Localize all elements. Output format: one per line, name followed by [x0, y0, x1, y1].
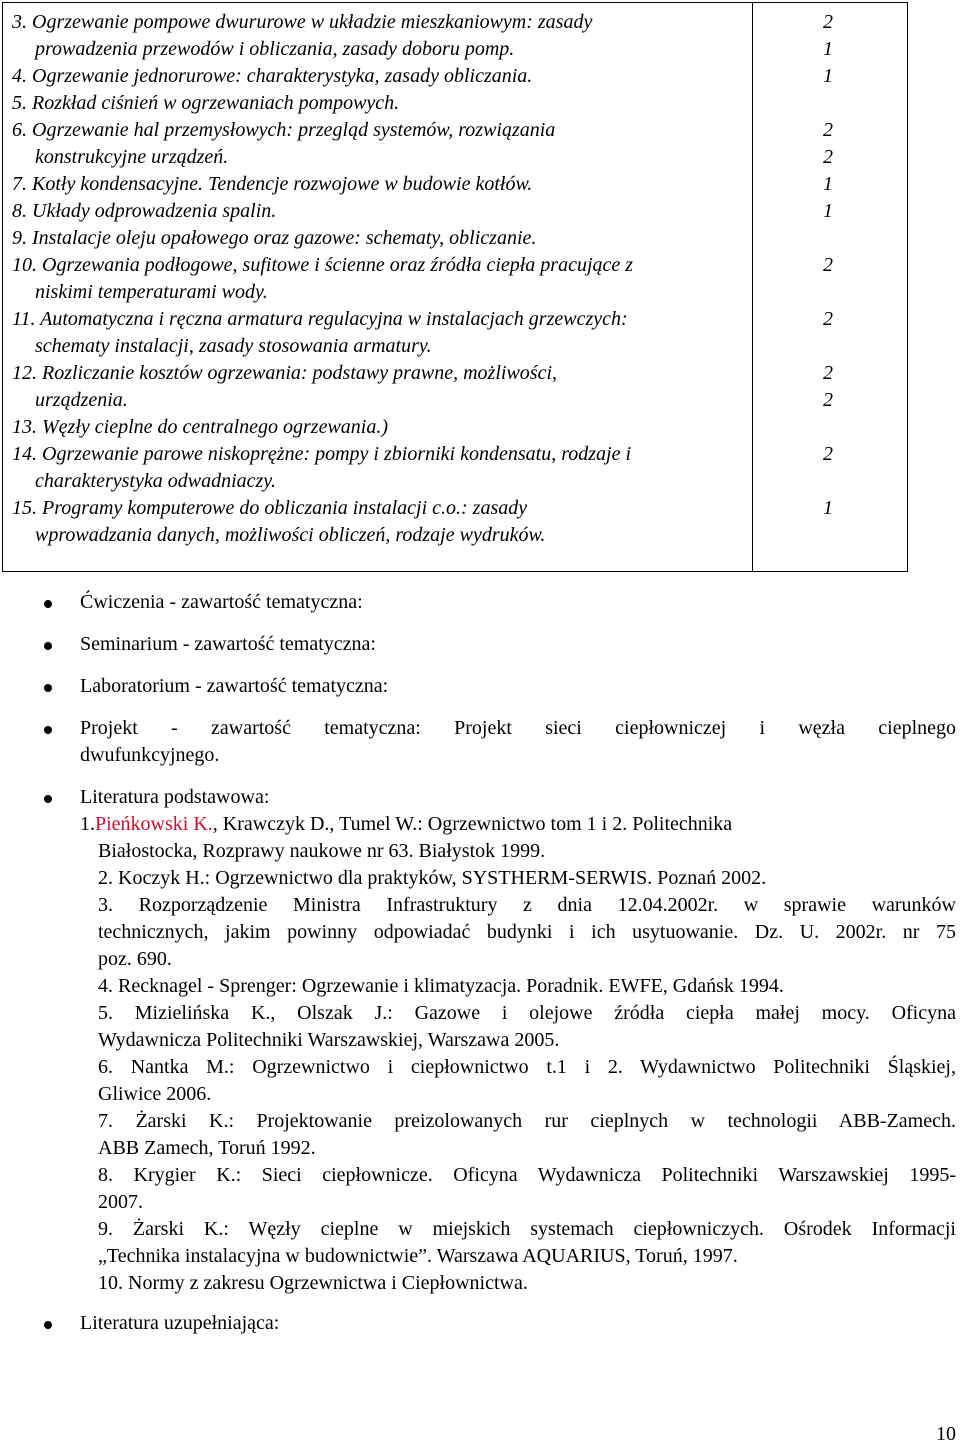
reference-item: 7. Żarski K.: Projektowanie preizolowanych rur cieplnych w technologii ABB-Zamech.: [98, 1110, 956, 1132]
course-sections: [0, 589, 960, 1337]
topic-line: schematy instalacji, zasady stosowania armatury.: [35, 335, 432, 357]
hours-value: 1: [823, 65, 833, 87]
reference-item: 3. Rozporządzenie Ministra Infrastruktury z dnia 12.04.2002r. w sprawie warunków: [98, 894, 956, 916]
hours-value: 2: [823, 362, 833, 384]
topic-line: 6. Ogrzewanie hal przemysłowych: przegląd systemów, rozwiązania: [12, 119, 556, 141]
reference-item-cont: technicznych, jakim powinny odpowiadać budynki i ich usytuowanie. Dz. U. 2002r. nr 75: [98, 921, 956, 943]
projekt-line: Projekt - zawartość tematyczna: Projekt sieci ciepłowniczej i węzła cieplnego: [80, 717, 956, 739]
section-heading: Laboratorium - zawartość tematyczna:: [80, 675, 389, 697]
projekt-line: dwufunkcyjnego.: [80, 744, 220, 766]
hours-value: 1: [823, 38, 833, 60]
hours-value: 1: [823, 173, 833, 195]
page-number: 10: [936, 1423, 956, 1445]
topic-line: 14. Ogrzewanie parowe niskoprężne: pompy i zbiorniki kondensatu, rodzaje i: [12, 443, 632, 465]
section-literatura-uzupelniajaca: [0, 1310, 960, 1337]
section-seminarium: [0, 631, 960, 658]
hours-value: 2: [823, 389, 833, 411]
hours-value: 2: [823, 146, 833, 168]
hours-spacer: [753, 333, 907, 360]
reference-item-cont: poz. 690.: [98, 948, 172, 970]
hours-value: 2: [823, 254, 833, 276]
topic-line: 11. Automatyczna i ręczna armatura regulacyjna w instalacjach grzewczych:: [12, 308, 628, 330]
topic-line: wprowadzania danych, możliwości obliczeń, rodzaje wydruków.: [35, 524, 546, 546]
hours-value: 2: [823, 11, 833, 33]
reference-item-cont: Białostocka, Rozprawy naukowe nr 63. Białystok 1999.: [98, 840, 546, 862]
section-cwiczenia: [0, 589, 960, 616]
reference-item: 1.Pieńkowski K., Krawczyk D., Tumel W.: Ogrzewnictwo tom 1 i 2. Politechnika: [80, 813, 733, 835]
reference-item-cont: ABB Zamech, Toruń 1992.: [98, 1137, 316, 1159]
hours-spacer: [753, 90, 907, 117]
reference-item-cont: Gliwice 2006.: [98, 1083, 212, 1105]
topics-table: [2, 2, 908, 572]
reference-item: 2. Koczyk H.: Ogrzewnictwo dla praktyków, SYSTHERM-SERWIS. Poznań 2002.: [98, 867, 767, 889]
reference-item: 9. Żarski K.: Węzły cieplne w miejskich systemach ciepłowniczych. Ośrodek Informacji: [98, 1218, 956, 1240]
topic-line: urządzenia.: [35, 389, 128, 411]
section-heading: Seminarium - zawartość tematyczna:: [80, 633, 376, 655]
reference-author: Pieńkowski K.: [95, 813, 213, 835]
topic-line: 9. Instalacje oleju opałowego oraz gazowe: schematy, obliczanie.: [12, 227, 537, 249]
topics-column: [3, 3, 753, 571]
section-heading: Ćwiczenia - zawartość tematyczna:: [80, 591, 363, 613]
topic-line: charakterystyka odwadniaczy.: [35, 470, 277, 492]
bullet-icon: [44, 600, 52, 608]
topic-line: 3. Ogrzewanie pompowe dwururowe w układzie mieszkaniowym: zasady: [12, 11, 593, 33]
reference-item-cont: „Technika instalacyjna w budownictwie”. Warszawa AQUARIUS, Toruń, 1997.: [98, 1245, 738, 1267]
hours-spacer: [753, 225, 907, 252]
reference-item: 4. Recknagel - Sprenger: Ogrzewanie i klimatyzacja. Poradnik. EWFE, Gdańsk 1994.: [98, 975, 784, 997]
reference-item: 6. Nantka M.: Ogrzewnictwo i ciepłownictwo t.1 i 2. Wydawnictwo Politechniki Śląskiej,: [98, 1056, 956, 1078]
reference-item-cont: 2007.: [98, 1191, 143, 1213]
topic-line: 12. Rozliczanie kosztów ogrzewania: podstawy prawne, możliwości,: [12, 362, 557, 384]
hours-value: 1: [823, 497, 833, 519]
topic-line: 13. Węzły cieplne do centralnego ogrzewania.): [12, 416, 389, 438]
section-laboratorium: [0, 673, 960, 700]
topic-line: 8. Układy odprowadzenia spalin.: [12, 200, 277, 222]
reference-item: 8. Krygier K.: Sieci ciepłownicze. Oficyna Wydawnicza Politechniki Warszawskiej 1995-: [98, 1164, 956, 1186]
hours-value: 2: [823, 119, 833, 141]
hours-value: 2: [823, 308, 833, 330]
topic-line: prowadzenia przewodów i obliczania, zasady doboru pomp.: [35, 38, 515, 60]
topic-line: niskimi temperaturami wody.: [35, 281, 268, 303]
bullet-icon: [44, 684, 52, 692]
section-heading: Literatura podstawowa:: [80, 786, 270, 808]
hours-value: 1: [823, 200, 833, 222]
bullet-icon: [44, 795, 52, 803]
reference-item: 10. Normy z zakresu Ogrzewnictwa i Ciepłownictwa.: [98, 1272, 528, 1294]
section-projekt: [0, 715, 960, 769]
hours-spacer: [753, 414, 907, 441]
topic-line: 10. Ogrzewania podłogowe, sufitowe i ścienne oraz źródła ciepła pracujące z: [12, 254, 634, 276]
hours-value: 2: [823, 443, 833, 465]
section-heading: Literatura uzupełniająca:: [80, 1312, 280, 1334]
bullet-icon: [44, 1321, 52, 1329]
topic-line: 15. Programy komputerowe do obliczania instalacji c.o.: zasady: [12, 497, 528, 519]
hours-spacer: [753, 279, 907, 306]
reference-item-cont: Wydawnicza Politechniki Warszawskiej, Warszawa 2005.: [98, 1029, 560, 1051]
reference-item: 5. Mizielińska K., Olszak J.: Gazowe i olejowe źródła ciepła małej mocy. Oficyna: [98, 1002, 956, 1024]
hours-spacer: [753, 468, 907, 495]
bullet-icon: [44, 642, 52, 650]
topic-line: 4. Ogrzewanie jednorurowe: charakterystyka, zasady obliczania.: [12, 65, 533, 87]
topic-line: 5. Rozkład ciśnień w ogrzewaniach pompowych.: [12, 92, 400, 114]
topic-line: 7. Kotły kondensacyjne. Tendencje rozwojowe w budowie kotłów.: [12, 173, 533, 195]
topic-line: konstrukcyjne urządzeń.: [35, 146, 229, 168]
hours-column: [753, 3, 907, 571]
section-literatura-podstawowa: [0, 784, 960, 1297]
bullet-icon: [44, 726, 52, 734]
